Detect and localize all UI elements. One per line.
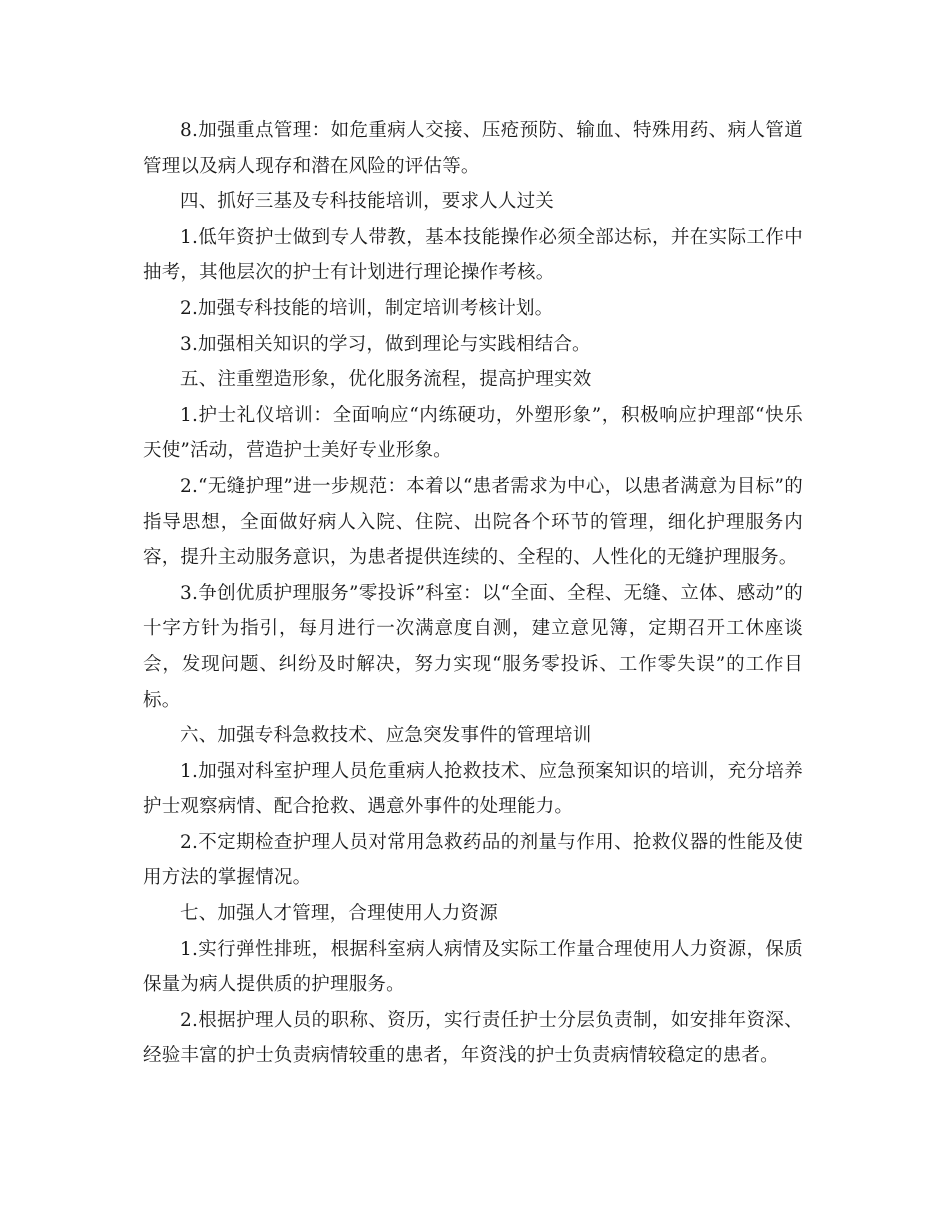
paragraph-specialty-skills: 2.加强专科技能的培训，制定培训考核计划。: [180, 297, 554, 319]
paragraph-related-knowledge: 3.加强相关知识的学习，做到理论与实践相结合。: [180, 333, 591, 355]
paragraph-junior-nurse-training: 1.低年资护士做到专人带教，基本技能操作必须全部达标，并在实际工作中抽考，其他层次的护士有计划进行理论操作考核。: [143, 226, 803, 284]
section-heading-7: 七、加强人才管理，合理使用人力资源: [180, 903, 498, 925]
section-heading-5: 五、注重塑造形象，优化服务流程，提高护理实效: [180, 369, 592, 391]
paragraph-zero-complaint: 3.争创优质护理服务”零投诉”科室：以“全面、全程、无缝、立体、感动”的十字方针为指引，每月进行一次满意度自测，建立意见簿，定期召开工休座谈会，发现问题、纠纷及时解决，努力实现“服务零投诉、工作零失误”的工作目标。: [143, 582, 803, 711]
paragraph-seamless-nursing: 2.“无缝护理”进一步规范：本着以“患者需求为中心，以患者满意为目标”的指导思想，全面做好病人入院、住院、出院各个环节的管理，细化护理服务内容，提升主动服务意识，为患者提供连续的、全程的、人性化的无缝护理服务。: [143, 475, 803, 569]
paragraph-key-management: 8.加强重点管理：如危重病人交接、压疮预防、输血、特殊用药、病人管道管理以及病人现存和潜在风险的评估等。: [143, 120, 803, 177]
paragraph-tiered-responsibility: 2.根据护理人员的职称、资历，实行责任护士分层负责制，如安排年资深、经验丰富的护士负责病情较重的患者，年资浅的护士负责病情较稳定的患者。: [143, 1009, 803, 1067]
paragraph-flexible-scheduling: 1.实行弹性排班，根据科室病人病情及实际工作量合理使用人力资源，保质保量为病人提供质的护理服务。: [143, 938, 803, 996]
section-heading-4: 四、抓好三基及专科技能培训，要求人人过关: [180, 191, 555, 213]
paragraph-etiquette-training: 1.护士礼仪培训：全面响应“内练硬功，外塑形象”，积极响应护理部“快乐天使”活动，营造护士美好专业形象。: [143, 404, 803, 462]
paragraph-equipment-check: 2.不定期检查护理人员对常用急救药品的剂量与作用、抢救仪器的性能及使用方法的掌握情况。: [143, 831, 803, 889]
document-page: [143, 113, 803, 1074]
paragraph-emergency-training: 1.加强对科室护理人员危重病人抢救技术、应急预案知识的培训，充分培养护士观察病情、配合抢救、遇意外事件的处理能力。: [143, 760, 803, 818]
section-heading-6: 六、加强专科急救技术、应急突发事件的管理培训: [180, 725, 592, 747]
